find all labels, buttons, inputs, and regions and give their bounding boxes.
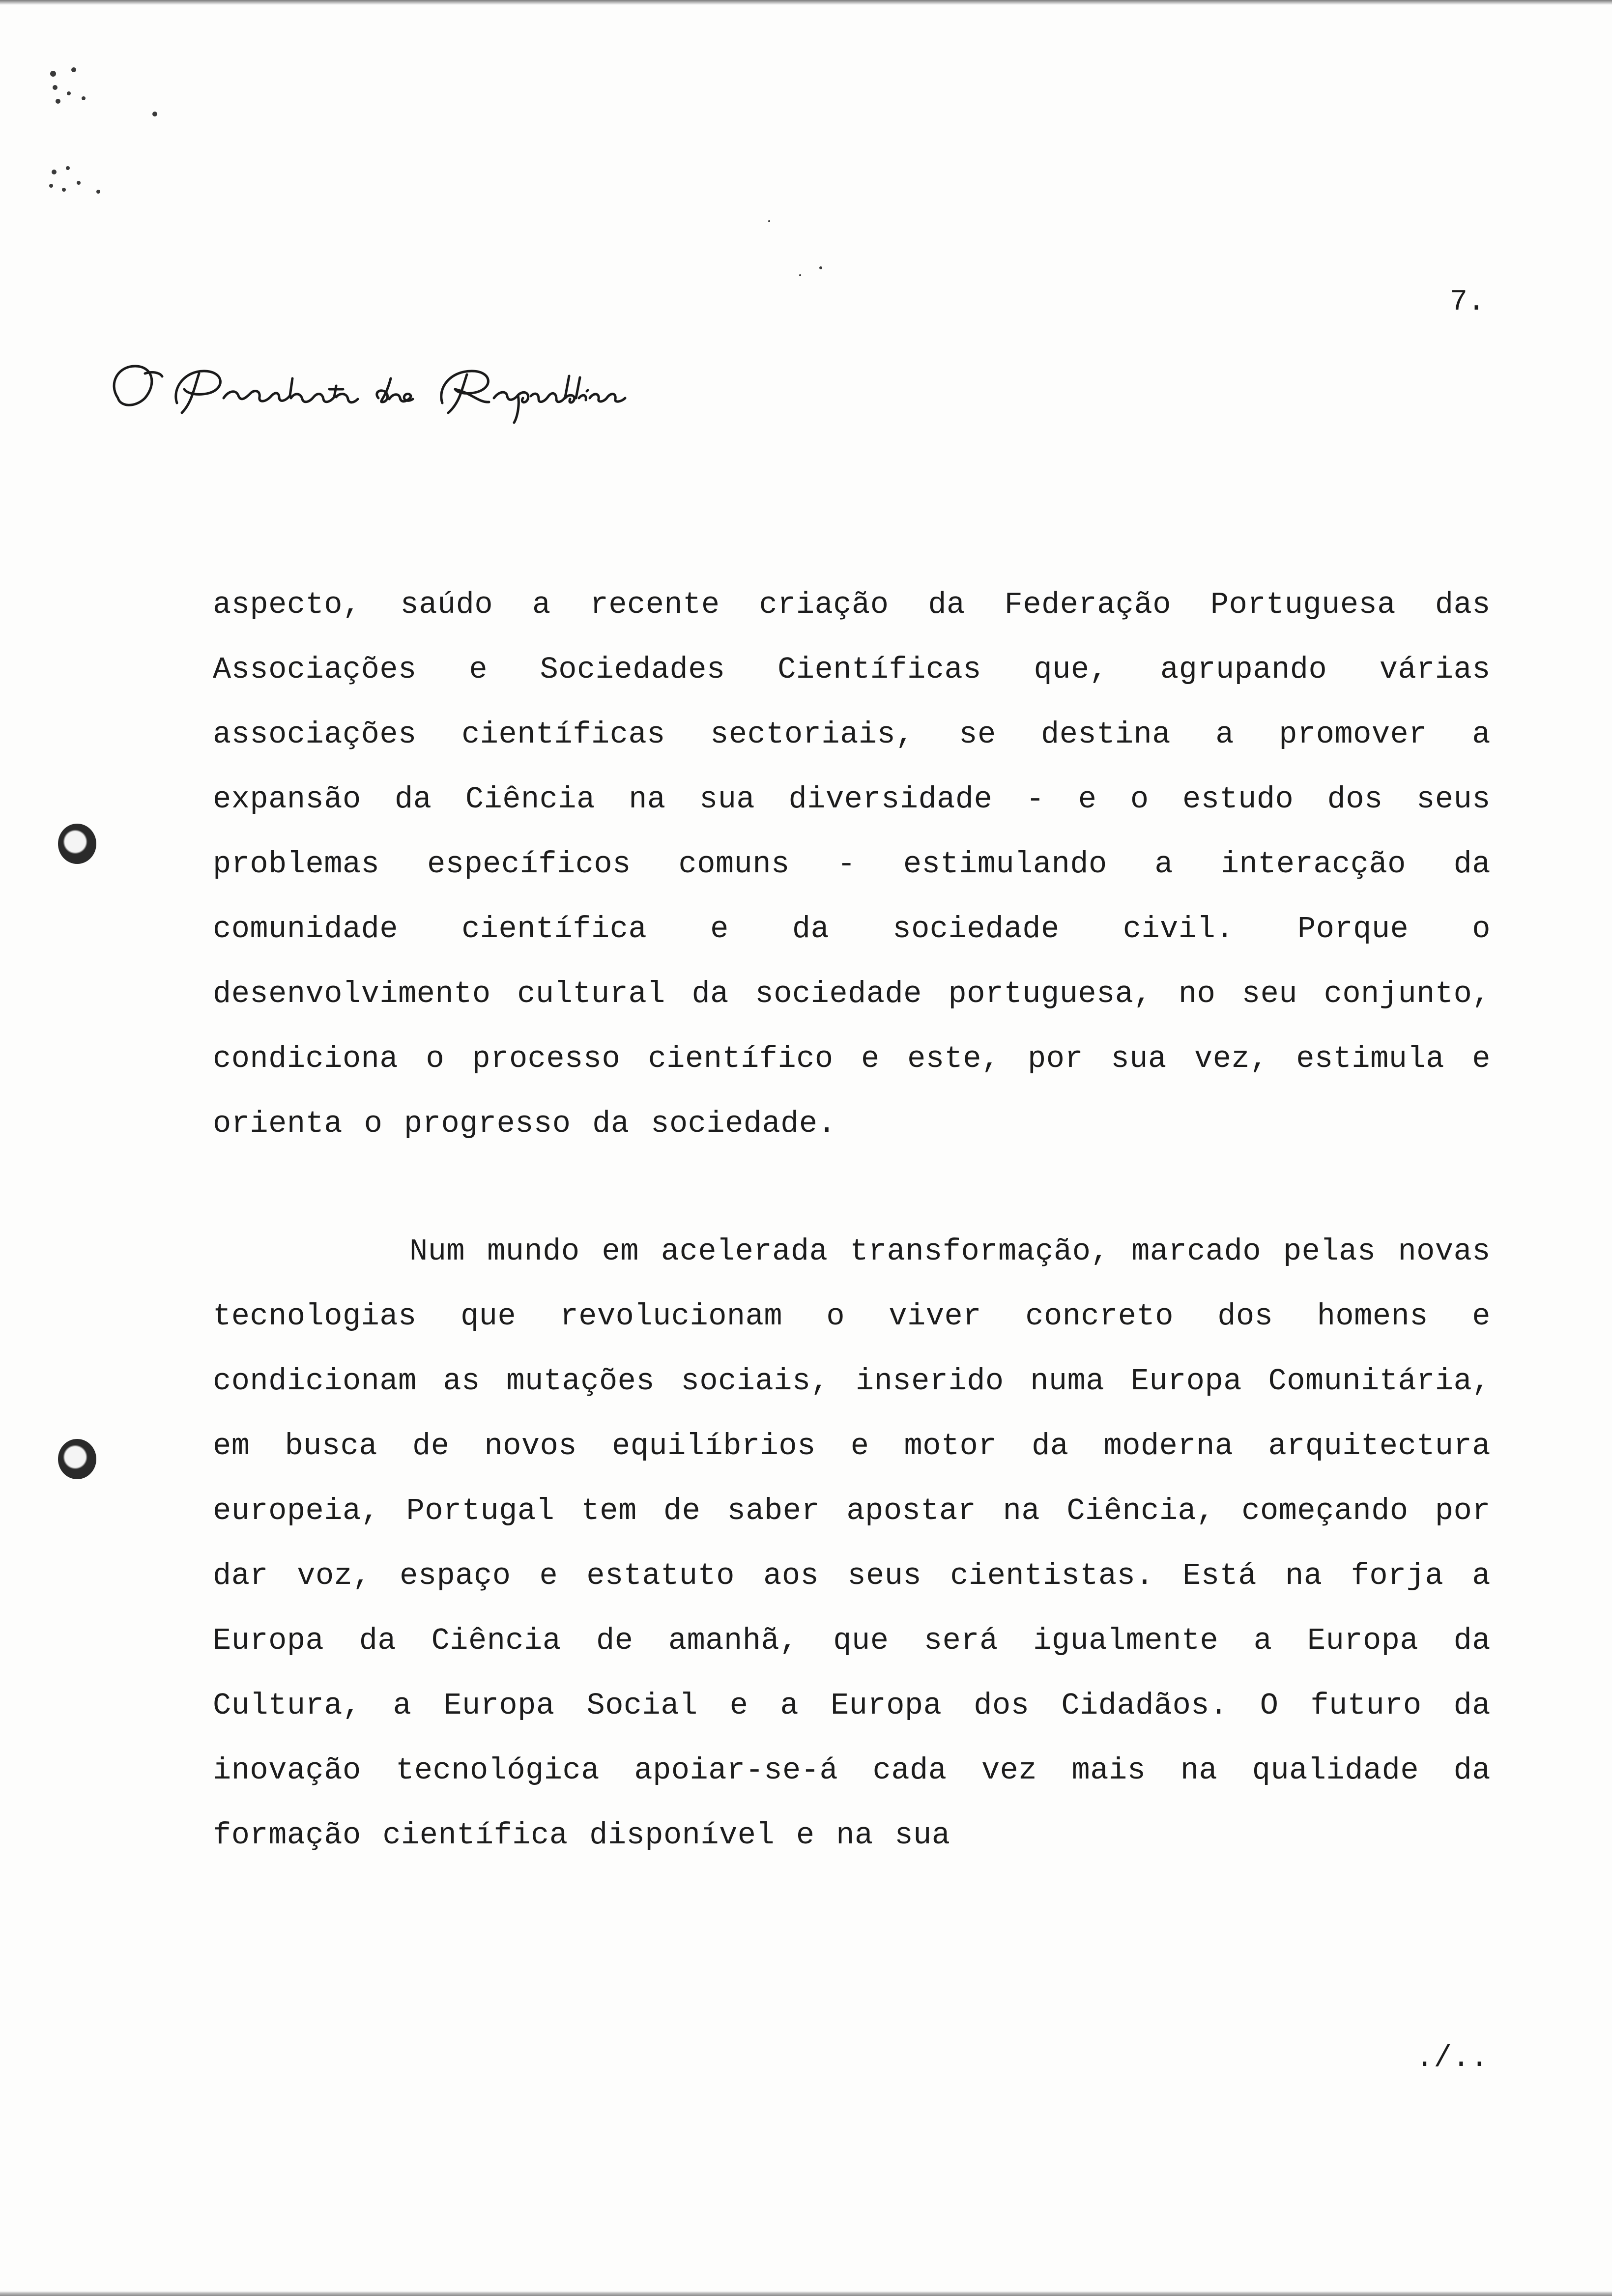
punch-hole-icon (58, 824, 96, 864)
scan-edge-bottom (0, 2291, 1612, 2296)
letter-body (213, 573, 1491, 1868)
page-number: 7. (1450, 286, 1486, 319)
paragraph: aspecto, saúdo a recente criação da Federação Portuguesa das Associações e Sociedades Científicas que, agrupando várias associações científicas sectoriais, se destina a promover a expansão da Ciência na sua diversidade - e o estudo dos seus problemas específicos comuns - estimulando a interacção da comunidade científica e da sociedade civil. Porque o desenvolvimento cultural da sociedade portuguesa, no seu conjunto, condiciona o processo científico e este, por sua vez, estimula e orienta o progresso da sociedade. (213, 587, 1491, 1141)
paragraph: Num mundo em acelerada transformação, marcado pelas novas tecnologias que revolucionam o viver concreto dos homens e condicionam as mutações sociais, inserido numa Europa Comunitária, em busca de novos equilíbrios e motor da moderna arquitectura europeia, Portugal tem de saber apostar na Ciência, começando por dar voz, espaço e estatuto aos seus cientistas. Está na forja a Europa da Ciência de amanhã, que será igualmente a Europa da Cultura, a Europa Social e a Europa dos Cidadãos. O futuro da inovação tecnológica apoiar-se-á cada vez mais na qualidade da formação científica disponível e na sua (213, 1234, 1491, 1853)
continuation-mark: ./.. (1415, 2040, 1489, 2075)
punch-hole-icon (58, 1439, 96, 1479)
handwritten-letterhead-icon (98, 344, 688, 428)
